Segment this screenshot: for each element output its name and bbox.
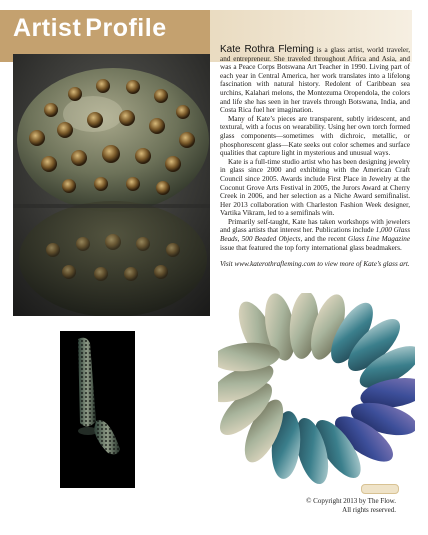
disc-beads-illustration [218,293,415,488]
article-paragraph-1 [220,46,410,115]
paragraph-4-mid: , and the recent [300,235,348,244]
magazine-title: Glass Line Magazine [348,235,411,244]
artist-name: Kate Rothra Fleming [220,44,314,55]
paragraph-4-sep: , [237,235,242,244]
paragraph-4-end: issue that featured the top forty international glass beadmakers. [220,243,402,252]
title-word-artist: Artist [13,14,82,42]
title-word-profile: Profile [85,14,167,42]
photo-spike-beads [60,331,135,488]
page-tab-decoration [361,484,399,494]
article-paragraph-4 [220,218,410,252]
copyright-notice [196,497,396,515]
paragraph-4-intro: Primarily self-taught, Kate has taken workshops with jewelers and glass artists that interest her. Publications include [220,217,410,235]
page-title [13,14,167,43]
book-title-1: 1,000 Glass Beads [220,226,410,244]
article-paragraph-2: Many of Kate’s pieces are transparent, subtly iridescent, and textural, with a focus on wearability. Using her own torch formed glass components—sometimes with dichroic, metallic, or phosphorescent glass—Kate seeks out color schemes and surface qualities that capture light in mysterious and unusual ways. [220,114,410,158]
copyright-line-2: All rights reserved. [342,506,396,514]
website-link[interactable]: Visit www.katerothrafleming.com to view more of Kate’s glass art. [220,260,410,269]
copyright-line-1: © Copyright 2013 by The Flow. [306,497,396,505]
photo-disc-bead-necklace [218,293,415,488]
paragraph-1-text: is a glass artist, world traveler, and entrepreneur. She traveled throughout Africa and Asia, and was a Peace Corps Botswana Art Teacher in 1990. Living part of each year in Central America, her work translates into a lifelong fascination with natural history. Redolent of Caribbean sea urchins, Kalahari melons, the Montezuma Oropendola, the colors and life she has seen in her travels through Botswana, India, and Costa Rica fuel her imagination. [220,46,410,115]
bead-illustration [13,54,210,316]
article-paragraph-3: Kate is a full-time studio artist who has been designing jewelry in glass since 2000 and exhibiting with the American Craft Council since 2005. Awards include First Place in Jewelry at the Coconut Grove Arts Festival in 2005, the Jurors Award at Cherry Creek in 2006, and her selection as a Niche Award semifinalist. Her 2013 collaboration with Charleston Fashion Week designer, Vartika Vikram, led to a semifinals win. [220,157,410,218]
spike-beads-illustration [60,331,135,488]
book-title-2: 500 Beaded Objects [241,235,301,244]
article-body [220,46,410,269]
photo-bead-urchin [13,54,210,316]
